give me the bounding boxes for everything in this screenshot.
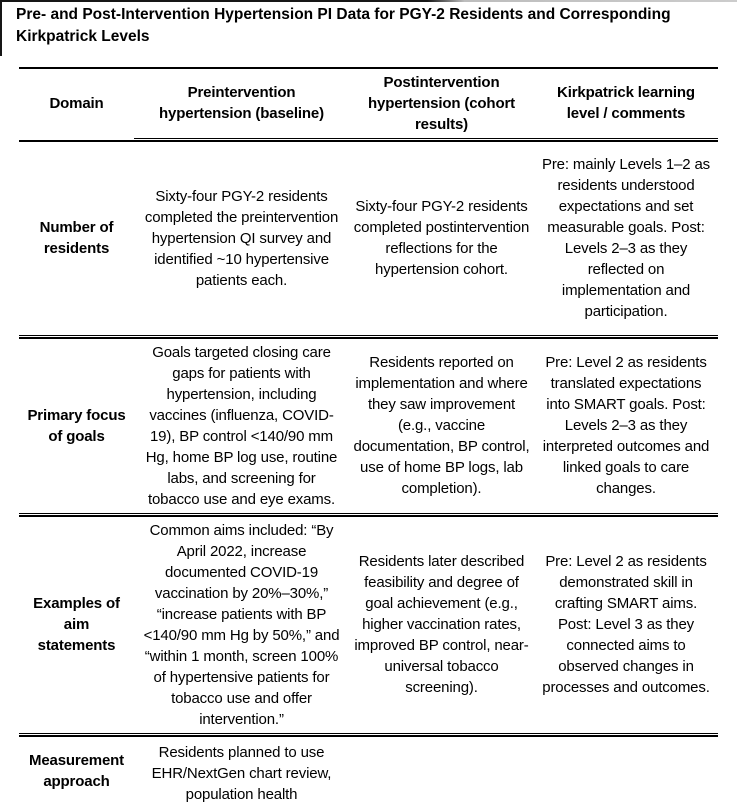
cell-preintervention: Residents planned to use EHR/NextGen chart review, population health <box>151 743 332 803</box>
table-row-number-of-residents <box>19 142 718 335</box>
cell-kirkpatrick: Pre: mainly Levels 1–2 as residents understood expectations and set measurable goals. Post: Levels 2–3 as they reflected on implementation and participation. <box>541 156 710 320</box>
window-left-edge <box>0 0 2 56</box>
column-header-postintervention: Postintervention hypertension (cohort results) <box>367 73 515 133</box>
column-header-domain: Domain <box>49 94 104 112</box>
table-title-line2: Kirkpatrick Levels <box>16 28 150 45</box>
cell-domain: Examples of aim statements <box>33 595 120 654</box>
cell-kirkpatrick <box>534 737 718 808</box>
cell-preintervention: Goals targeted closing care gaps for patients with hypertension, including vaccines (influenza, COVID-19), BP control <140/90 mm Hg, home BP log use, routine labs, and screening for tobacco use and eye exams. <box>145 343 338 508</box>
cell-domain: Number of residents <box>39 219 114 257</box>
cell-postintervention <box>349 737 534 808</box>
row-separator <box>19 335 718 339</box>
window-top-edge <box>0 0 737 2</box>
header-separator-upper-rule <box>134 138 718 139</box>
cell-domain: Primary focus of goals <box>27 406 126 445</box>
table-row-aim-statements <box>19 517 718 733</box>
column-header-preintervention: Preintervention hypertension (baseline) <box>159 84 324 122</box>
cell-postintervention: Residents reported on implementation and where they saw improvement (e.g., vaccine documentation, BP control, use of home BP logs, lab completion). <box>353 354 530 497</box>
cell-postintervention: Sixty-four PGY-2 residents completed postintervention reflections for the hypertension cohort. <box>353 198 530 278</box>
cell-kirkpatrick: Pre: Level 2 as residents demonstrated skill in crafting SMART aims. Post: Level 3 as they connected aims to observed changes in processes and outcomes. <box>542 553 710 696</box>
row-separator <box>19 513 718 517</box>
table-header-row <box>19 69 718 138</box>
header-separator-lower-rule <box>19 140 718 141</box>
table-row-measurement-approach <box>19 737 718 808</box>
cell-preintervention: Sixty-four PGY-2 residents completed the preintervention hypertension QI survey and identified ~10 hypertensive patients each. <box>144 187 339 289</box>
cell-domain: Measurement approach <box>28 751 125 790</box>
table-title <box>16 4 716 48</box>
data-table <box>19 67 718 808</box>
header-separator <box>19 138 718 142</box>
cell-kirkpatrick: Pre: Level 2 as residents translated expectations into SMART goals. Post: Levels 2–3 as they interpreted outcomes and linked goals to care changes. <box>542 354 710 497</box>
column-header-kirkpatrick: Kirkpatrick learning level / comments <box>557 84 695 122</box>
table-title-line1: Pre- and Post-Intervention Hypertension PI Data for PGY-2 Residents and Corresponding <box>16 6 671 23</box>
row-separator <box>19 733 718 737</box>
cell-postintervention: Residents later described feasibility and degree of goal achievement (e.g., higher vaccination rates, improved BP control, near-universal tobacco screening). <box>354 553 529 696</box>
table-row-primary-focus <box>19 339 718 513</box>
cell-preintervention: Common aims included: “By April 2022, increase documented COVID-19 vaccination by 20%–30%,” “increase patients with BP <140/90 mm Hg by 50%,” and “within 1 month, screen 100% of hypertensive patients for tobacco use and offer intervention.” <box>143 521 340 728</box>
